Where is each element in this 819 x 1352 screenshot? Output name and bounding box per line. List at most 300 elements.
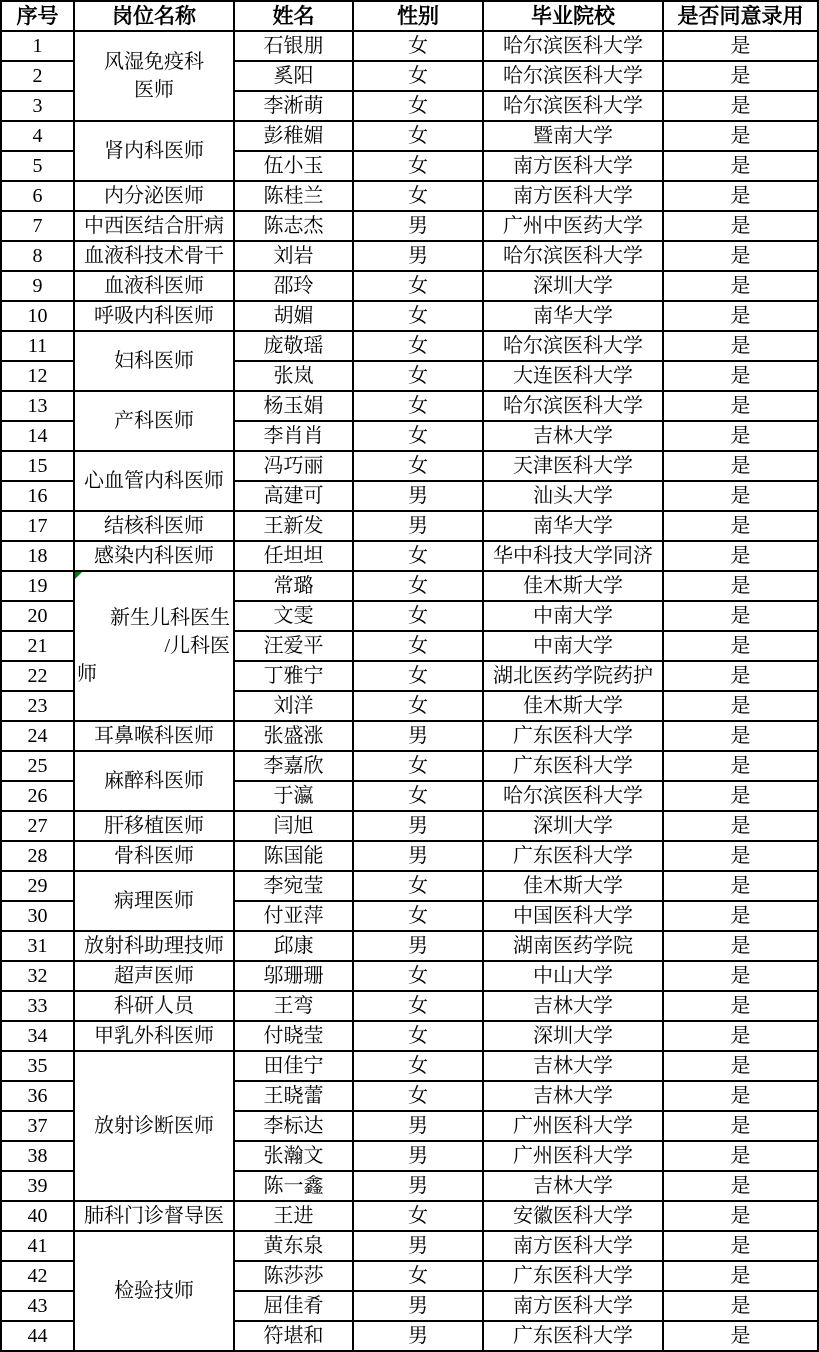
cell-name: 符堪和 bbox=[234, 1321, 353, 1351]
table-row bbox=[1, 1051, 818, 1081]
cell-gender: 女 bbox=[353, 451, 483, 481]
cell-agree-to-hire: 是 bbox=[663, 331, 818, 361]
cell-gender: 男 bbox=[353, 811, 483, 841]
cell-name: 邱康 bbox=[234, 931, 353, 961]
cell-serial-number: 23 bbox=[1, 691, 74, 721]
cell-serial-number: 38 bbox=[1, 1141, 74, 1171]
cell-gender: 女 bbox=[353, 31, 483, 61]
cell-position-name bbox=[74, 31, 234, 121]
cell-position-name bbox=[74, 211, 234, 241]
cell-position-name bbox=[74, 1021, 234, 1051]
cell-graduation-school: 南华大学 bbox=[483, 511, 663, 541]
cell-position-name bbox=[74, 841, 234, 871]
position-name-line: 师 bbox=[77, 663, 97, 685]
cell-graduation-school: 汕头大学 bbox=[483, 481, 663, 511]
cell-serial-number: 19 bbox=[1, 571, 74, 601]
cell-graduation-school: 大连医科大学 bbox=[483, 361, 663, 391]
cell-name: 李宛莹 bbox=[234, 871, 353, 901]
cell-serial-number: 32 bbox=[1, 961, 74, 991]
cell-agree-to-hire: 是 bbox=[663, 811, 818, 841]
cell-agree-to-hire: 是 bbox=[663, 751, 818, 781]
cell-agree-to-hire: 是 bbox=[663, 541, 818, 571]
cell-gender: 女 bbox=[353, 631, 483, 661]
table-row bbox=[1, 241, 818, 271]
cell-position-name bbox=[74, 1231, 234, 1351]
column-header-1: 岗位名称 bbox=[74, 1, 234, 31]
cell-position-name bbox=[74, 331, 234, 391]
column-header-5: 是否同意录用 bbox=[663, 1, 818, 31]
cell-name: 常璐 bbox=[234, 571, 353, 601]
position-name-line: 新生儿科医生 bbox=[110, 607, 230, 629]
table-row bbox=[1, 811, 818, 841]
cell-graduation-school: 佳木斯大学 bbox=[483, 571, 663, 601]
cell-agree-to-hire: 是 bbox=[663, 361, 818, 391]
cell-position-name bbox=[74, 301, 234, 331]
cell-gender: 女 bbox=[353, 601, 483, 631]
cell-name: 王晓蕾 bbox=[234, 1081, 353, 1111]
cell-graduation-school: 湖北医药学院药护 bbox=[483, 661, 663, 691]
cell-graduation-school: 广州医科大学 bbox=[483, 1141, 663, 1171]
cell-agree-to-hire: 是 bbox=[663, 841, 818, 871]
cell-serial-number: 28 bbox=[1, 841, 74, 871]
cell-gender: 女 bbox=[353, 571, 483, 601]
cell-gender: 男 bbox=[353, 841, 483, 871]
cell-graduation-school: 哈尔滨医科大学 bbox=[483, 91, 663, 121]
cell-name: 付晓莹 bbox=[234, 1021, 353, 1051]
cell-agree-to-hire: 是 bbox=[663, 451, 818, 481]
table-row bbox=[1, 571, 818, 601]
cell-name: 李淅萌 bbox=[234, 91, 353, 121]
table-row bbox=[1, 961, 818, 991]
cell-graduation-school: 佳木斯大学 bbox=[483, 691, 663, 721]
position-name-line: 妇科医师 bbox=[114, 350, 194, 372]
cell-gender: 男 bbox=[353, 1111, 483, 1141]
cell-graduation-school: 南方医科大学 bbox=[483, 151, 663, 181]
cell-gender: 男 bbox=[353, 721, 483, 751]
cell-serial-number: 13 bbox=[1, 391, 74, 421]
cell-gender: 男 bbox=[353, 211, 483, 241]
cell-name: 陈志杰 bbox=[234, 211, 353, 241]
cell-position-name bbox=[74, 571, 234, 721]
position-name-line: 放射科助理技师 bbox=[84, 935, 224, 957]
cell-position-name bbox=[74, 541, 234, 571]
cell-agree-to-hire: 是 bbox=[663, 1051, 818, 1081]
table-row bbox=[1, 451, 818, 481]
cell-name: 张岚 bbox=[234, 361, 353, 391]
cell-serial-number: 44 bbox=[1, 1321, 74, 1351]
cell-graduation-school: 佳木斯大学 bbox=[483, 871, 663, 901]
position-name-line: 产科医师 bbox=[114, 410, 194, 432]
cell-name: 陈莎莎 bbox=[234, 1261, 353, 1291]
table-row bbox=[1, 931, 818, 961]
cell-agree-to-hire: 是 bbox=[663, 901, 818, 931]
cell-name: 邬珊珊 bbox=[234, 961, 353, 991]
cell-agree-to-hire: 是 bbox=[663, 301, 818, 331]
cell-serial-number: 42 bbox=[1, 1261, 74, 1291]
position-name-line: 病理医师 bbox=[114, 890, 194, 912]
cell-graduation-school: 南方医科大学 bbox=[483, 1291, 663, 1321]
position-name-line: 肝移植医师 bbox=[104, 815, 204, 837]
position-name-line: 风湿免疫科 bbox=[104, 51, 204, 73]
cell-agree-to-hire: 是 bbox=[663, 931, 818, 961]
cell-name: 文雯 bbox=[234, 601, 353, 631]
column-header-2: 姓名 bbox=[234, 1, 353, 31]
position-name-line: 检验技师 bbox=[114, 1280, 194, 1302]
table-row bbox=[1, 181, 818, 211]
table-row bbox=[1, 391, 818, 421]
table-row bbox=[1, 991, 818, 1021]
cell-serial-number: 15 bbox=[1, 451, 74, 481]
cell-name: 刘洋 bbox=[234, 691, 353, 721]
cell-gender: 男 bbox=[353, 1171, 483, 1201]
cell-agree-to-hire: 是 bbox=[663, 511, 818, 541]
cell-graduation-school: 南华大学 bbox=[483, 301, 663, 331]
cell-agree-to-hire: 是 bbox=[663, 211, 818, 241]
cell-position-name bbox=[74, 181, 234, 211]
column-header-4: 毕业院校 bbox=[483, 1, 663, 31]
cell-name: 陈一鑫 bbox=[234, 1171, 353, 1201]
cell-error-marker-icon bbox=[75, 572, 82, 579]
cell-serial-number: 14 bbox=[1, 421, 74, 451]
cell-position-name bbox=[74, 511, 234, 541]
cell-gender: 女 bbox=[353, 1201, 483, 1231]
cell-graduation-school: 哈尔滨医科大学 bbox=[483, 391, 663, 421]
cell-serial-number: 41 bbox=[1, 1231, 74, 1261]
cell-graduation-school: 广东医科大学 bbox=[483, 751, 663, 781]
cell-name: 高建可 bbox=[234, 481, 353, 511]
cell-name: 伍小玉 bbox=[234, 151, 353, 181]
cell-name: 张瀚文 bbox=[234, 1141, 353, 1171]
cell-graduation-school: 广东医科大学 bbox=[483, 841, 663, 871]
cell-gender: 女 bbox=[353, 691, 483, 721]
cell-agree-to-hire: 是 bbox=[663, 961, 818, 991]
cell-graduation-school: 南方医科大学 bbox=[483, 1231, 663, 1261]
cell-serial-number: 22 bbox=[1, 661, 74, 691]
table-row bbox=[1, 211, 818, 241]
cell-name: 于瀛 bbox=[234, 781, 353, 811]
cell-gender: 女 bbox=[353, 751, 483, 781]
position-name-line: 放射诊断医师 bbox=[94, 1115, 214, 1137]
table-row bbox=[1, 1231, 818, 1261]
cell-name: 张盛涨 bbox=[234, 721, 353, 751]
cell-gender: 男 bbox=[353, 241, 483, 271]
cell-agree-to-hire: 是 bbox=[663, 661, 818, 691]
cell-agree-to-hire: 是 bbox=[663, 691, 818, 721]
cell-serial-number: 35 bbox=[1, 1051, 74, 1081]
cell-serial-number: 2 bbox=[1, 61, 74, 91]
cell-gender: 女 bbox=[353, 61, 483, 91]
cell-graduation-school: 广东医科大学 bbox=[483, 1261, 663, 1291]
table-row bbox=[1, 121, 818, 151]
cell-graduation-school: 哈尔滨医科大学 bbox=[483, 331, 663, 361]
column-header-0: 序号 bbox=[1, 1, 74, 31]
cell-graduation-school: 深圳大学 bbox=[483, 1021, 663, 1051]
position-name-line: 骨科医师 bbox=[114, 845, 194, 867]
cell-serial-number: 34 bbox=[1, 1021, 74, 1051]
cell-gender: 女 bbox=[353, 901, 483, 931]
cell-gender: 女 bbox=[353, 181, 483, 211]
cell-gender: 女 bbox=[353, 781, 483, 811]
cell-gender: 女 bbox=[353, 301, 483, 331]
cell-name: 王进 bbox=[234, 1201, 353, 1231]
cell-serial-number: 3 bbox=[1, 91, 74, 121]
cell-agree-to-hire: 是 bbox=[663, 571, 818, 601]
cell-position-name bbox=[74, 991, 234, 1021]
cell-agree-to-hire: 是 bbox=[663, 631, 818, 661]
cell-gender: 女 bbox=[353, 871, 483, 901]
cell-agree-to-hire: 是 bbox=[663, 721, 818, 751]
cell-graduation-school: 吉林大学 bbox=[483, 1081, 663, 1111]
cell-serial-number: 10 bbox=[1, 301, 74, 331]
cell-agree-to-hire: 是 bbox=[663, 271, 818, 301]
cell-serial-number: 18 bbox=[1, 541, 74, 571]
cell-gender: 女 bbox=[353, 91, 483, 121]
cell-gender: 男 bbox=[353, 1291, 483, 1321]
cell-agree-to-hire: 是 bbox=[663, 121, 818, 151]
cell-name: 冯巧丽 bbox=[234, 451, 353, 481]
cell-gender: 女 bbox=[353, 151, 483, 181]
cell-position-name bbox=[74, 871, 234, 931]
cell-name: 王弯 bbox=[234, 991, 353, 1021]
cell-position-name bbox=[74, 721, 234, 751]
position-name-line: 肺科门诊督导医 bbox=[84, 1205, 224, 1227]
table-row bbox=[1, 511, 818, 541]
table-row bbox=[1, 301, 818, 331]
cell-graduation-school: 中国医科大学 bbox=[483, 901, 663, 931]
cell-position-name bbox=[74, 271, 234, 301]
position-name-line: 血液科医师 bbox=[104, 275, 204, 297]
header-row bbox=[1, 1, 818, 31]
cell-graduation-school: 广州中医药大学 bbox=[483, 211, 663, 241]
cell-agree-to-hire: 是 bbox=[663, 1231, 818, 1261]
cell-serial-number: 8 bbox=[1, 241, 74, 271]
cell-gender: 男 bbox=[353, 1231, 483, 1261]
cell-serial-number: 40 bbox=[1, 1201, 74, 1231]
cell-serial-number: 11 bbox=[1, 331, 74, 361]
cell-name: 付亚萍 bbox=[234, 901, 353, 931]
cell-agree-to-hire: 是 bbox=[663, 991, 818, 1021]
cell-name: 闫旭 bbox=[234, 811, 353, 841]
cell-agree-to-hire: 是 bbox=[663, 241, 818, 271]
cell-serial-number: 12 bbox=[1, 361, 74, 391]
cell-serial-number: 43 bbox=[1, 1291, 74, 1321]
table-row bbox=[1, 31, 818, 61]
cell-graduation-school: 哈尔滨医科大学 bbox=[483, 781, 663, 811]
cell-serial-number: 27 bbox=[1, 811, 74, 841]
cell-gender: 女 bbox=[353, 961, 483, 991]
position-name-line: 医师 bbox=[134, 79, 174, 101]
cell-name: 李嘉欣 bbox=[234, 751, 353, 781]
cell-gender: 女 bbox=[353, 661, 483, 691]
cell-agree-to-hire: 是 bbox=[663, 91, 818, 121]
cell-gender: 女 bbox=[353, 421, 483, 451]
cell-agree-to-hire: 是 bbox=[663, 61, 818, 91]
cell-agree-to-hire: 是 bbox=[663, 1081, 818, 1111]
cell-gender: 男 bbox=[353, 931, 483, 961]
cell-name: 陈桂兰 bbox=[234, 181, 353, 211]
cell-graduation-school: 哈尔滨医科大学 bbox=[483, 241, 663, 271]
cell-graduation-school: 湖南医药学院 bbox=[483, 931, 663, 961]
cell-graduation-school: 广州医科大学 bbox=[483, 1111, 663, 1141]
cell-graduation-school: 哈尔滨医科大学 bbox=[483, 31, 663, 61]
cell-name: 胡媚 bbox=[234, 301, 353, 331]
cell-position-name bbox=[74, 451, 234, 511]
position-name-line: 呼吸内科医师 bbox=[94, 305, 214, 327]
cell-name: 屈佳肴 bbox=[234, 1291, 353, 1321]
cell-serial-number: 5 bbox=[1, 151, 74, 181]
cell-name: 邵玲 bbox=[234, 271, 353, 301]
cell-graduation-school: 吉林大学 bbox=[483, 1051, 663, 1081]
cell-position-name bbox=[74, 1051, 234, 1201]
cell-name: 彭稚媚 bbox=[234, 121, 353, 151]
cell-name: 任坦坦 bbox=[234, 541, 353, 571]
cell-graduation-school: 广东医科大学 bbox=[483, 1321, 663, 1351]
table-row bbox=[1, 1201, 818, 1231]
position-name-line: /儿科医 bbox=[164, 635, 230, 657]
cell-serial-number: 9 bbox=[1, 271, 74, 301]
cell-gender: 女 bbox=[353, 331, 483, 361]
table-row bbox=[1, 331, 818, 361]
table-row bbox=[1, 1021, 818, 1051]
cell-graduation-school: 中山大学 bbox=[483, 961, 663, 991]
cell-position-name bbox=[74, 391, 234, 451]
cell-serial-number: 37 bbox=[1, 1111, 74, 1141]
cell-serial-number: 26 bbox=[1, 781, 74, 811]
cell-agree-to-hire: 是 bbox=[663, 1171, 818, 1201]
cell-agree-to-hire: 是 bbox=[663, 781, 818, 811]
table-row bbox=[1, 721, 818, 751]
cell-gender: 女 bbox=[353, 271, 483, 301]
cell-graduation-school: 南方医科大学 bbox=[483, 181, 663, 211]
cell-graduation-school: 华中科技大学同济 bbox=[483, 541, 663, 571]
cell-serial-number: 31 bbox=[1, 931, 74, 961]
cell-serial-number: 33 bbox=[1, 991, 74, 1021]
cell-position-name bbox=[74, 121, 234, 181]
position-name-line: 中西医结合肝病 bbox=[84, 215, 224, 237]
cell-serial-number: 24 bbox=[1, 721, 74, 751]
cell-serial-number: 20 bbox=[1, 601, 74, 631]
position-name-line: 耳鼻喉科医师 bbox=[94, 725, 214, 747]
cell-name: 庞敬瑶 bbox=[234, 331, 353, 361]
cell-agree-to-hire: 是 bbox=[663, 1141, 818, 1171]
position-name-line: 内分泌医师 bbox=[104, 185, 204, 207]
position-name-line: 超声医师 bbox=[114, 965, 194, 987]
cell-gender: 女 bbox=[353, 1051, 483, 1081]
cell-name: 石银朋 bbox=[234, 31, 353, 61]
cell-serial-number: 1 bbox=[1, 31, 74, 61]
cell-graduation-school: 中南大学 bbox=[483, 631, 663, 661]
cell-gender: 女 bbox=[353, 391, 483, 421]
cell-name: 王新发 bbox=[234, 511, 353, 541]
cell-name: 丁雅宁 bbox=[234, 661, 353, 691]
cell-agree-to-hire: 是 bbox=[663, 1021, 818, 1051]
cell-gender: 女 bbox=[353, 1081, 483, 1111]
cell-gender: 女 bbox=[353, 361, 483, 391]
cell-agree-to-hire: 是 bbox=[663, 391, 818, 421]
cell-gender: 女 bbox=[353, 1021, 483, 1051]
position-name-line: 结核科医师 bbox=[104, 515, 204, 537]
cell-gender: 男 bbox=[353, 481, 483, 511]
cell-graduation-school: 天津医科大学 bbox=[483, 451, 663, 481]
cell-agree-to-hire: 是 bbox=[663, 151, 818, 181]
cell-graduation-school: 暨南大学 bbox=[483, 121, 663, 151]
cell-gender: 女 bbox=[353, 1261, 483, 1291]
position-name-line: 麻醉科医师 bbox=[104, 770, 204, 792]
cell-graduation-school: 吉林大学 bbox=[483, 991, 663, 1021]
cell-position-name bbox=[74, 931, 234, 961]
position-name-line: 肾内科医师 bbox=[104, 140, 204, 162]
cell-graduation-school: 深圳大学 bbox=[483, 271, 663, 301]
position-name-line: 甲乳外科医师 bbox=[94, 1025, 214, 1047]
cell-gender: 女 bbox=[353, 991, 483, 1021]
cell-gender: 男 bbox=[353, 511, 483, 541]
cell-graduation-school: 广东医科大学 bbox=[483, 721, 663, 751]
cell-serial-number: 39 bbox=[1, 1171, 74, 1201]
cell-serial-number: 6 bbox=[1, 181, 74, 211]
cell-graduation-school: 吉林大学 bbox=[483, 1171, 663, 1201]
cell-agree-to-hire: 是 bbox=[663, 1321, 818, 1351]
cell-serial-number: 25 bbox=[1, 751, 74, 781]
cell-serial-number: 21 bbox=[1, 631, 74, 661]
position-name-line: 血液科技术骨干 bbox=[84, 245, 224, 267]
cell-agree-to-hire: 是 bbox=[663, 31, 818, 61]
cell-graduation-school: 哈尔滨医科大学 bbox=[483, 61, 663, 91]
cell-gender: 男 bbox=[353, 1321, 483, 1351]
cell-agree-to-hire: 是 bbox=[663, 601, 818, 631]
cell-position-name bbox=[74, 751, 234, 811]
cell-name: 田佳宁 bbox=[234, 1051, 353, 1081]
cell-agree-to-hire: 是 bbox=[663, 421, 818, 451]
cell-serial-number: 30 bbox=[1, 901, 74, 931]
cell-position-name bbox=[74, 241, 234, 271]
cell-gender: 女 bbox=[353, 121, 483, 151]
position-name-line: 科研人员 bbox=[114, 995, 194, 1017]
cell-position-name bbox=[74, 1201, 234, 1231]
table-row bbox=[1, 271, 818, 301]
cell-name: 黄东泉 bbox=[234, 1231, 353, 1261]
cell-graduation-school: 中南大学 bbox=[483, 601, 663, 631]
cell-serial-number: 29 bbox=[1, 871, 74, 901]
cell-name: 刘岩 bbox=[234, 241, 353, 271]
cell-agree-to-hire: 是 bbox=[663, 1111, 818, 1141]
cell-position-name bbox=[74, 961, 234, 991]
cell-name: 李肖肖 bbox=[234, 421, 353, 451]
cell-graduation-school: 吉林大学 bbox=[483, 421, 663, 451]
cell-graduation-school: 深圳大学 bbox=[483, 811, 663, 841]
cell-serial-number: 4 bbox=[1, 121, 74, 151]
cell-agree-to-hire: 是 bbox=[663, 481, 818, 511]
cell-serial-number: 16 bbox=[1, 481, 74, 511]
table-row bbox=[1, 751, 818, 781]
position-name-line: 心血管内科医师 bbox=[84, 470, 224, 492]
cell-graduation-school: 安徽医科大学 bbox=[483, 1201, 663, 1231]
cell-agree-to-hire: 是 bbox=[663, 1291, 818, 1321]
cell-name: 陈国能 bbox=[234, 841, 353, 871]
cell-name: 奚阳 bbox=[234, 61, 353, 91]
cell-serial-number: 7 bbox=[1, 211, 74, 241]
cell-gender: 男 bbox=[353, 1141, 483, 1171]
table-row bbox=[1, 841, 818, 871]
cell-name: 汪爱平 bbox=[234, 631, 353, 661]
table-row bbox=[1, 541, 818, 571]
cell-agree-to-hire: 是 bbox=[663, 1201, 818, 1231]
column-header-3: 性别 bbox=[353, 1, 483, 31]
cell-gender: 女 bbox=[353, 541, 483, 571]
cell-agree-to-hire: 是 bbox=[663, 1261, 818, 1291]
position-name-line: 感染内科医师 bbox=[94, 545, 214, 567]
cell-serial-number: 36 bbox=[1, 1081, 74, 1111]
cell-position-name bbox=[74, 811, 234, 841]
